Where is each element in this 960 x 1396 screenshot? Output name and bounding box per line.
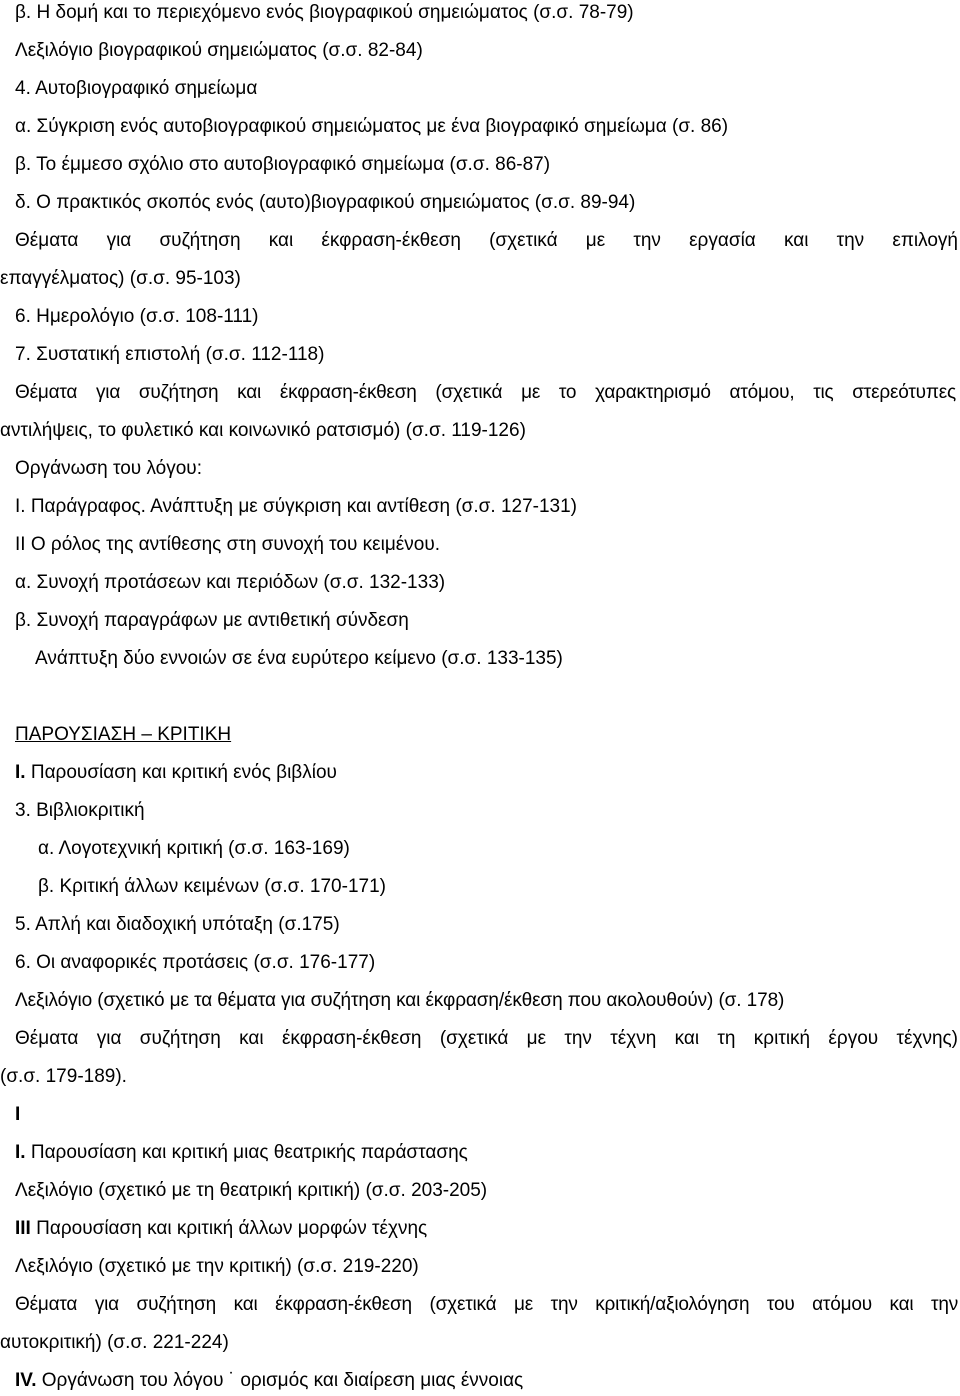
line-15: ΙΙ Ο ρόλος της αντίθεσης στη συνοχή του κειμένου. bbox=[15, 534, 440, 555]
line-16: α. Συνοχή προτάσεων και περιόδων (σ.σ. 132-133) bbox=[15, 572, 446, 593]
line-11: Θέματα για συζήτηση και έκφραση-έκθεση (σχετικά με το χαρακτηρισμό ατόμου, τις στερεότυπες bbox=[15, 382, 956, 403]
section-heading: ΠΑΡΟΥΣΙΑΣΗ – ΚΡΙΤΙΚΗ bbox=[15, 724, 232, 745]
line-36 bbox=[15, 1370, 523, 1392]
line-1: β. Η δομή και το περιεχόμενο ενός βιογραφικού σημειώματος (σ.σ. 78-79) bbox=[15, 2, 634, 23]
line-32 bbox=[15, 1218, 427, 1240]
line-25: 6. Οι αναφορικές προτάσεις (σ.σ. 176-177) bbox=[15, 952, 376, 973]
line-23: β. Κριτική άλλων κειμένων (σ.σ. 170-171) bbox=[38, 876, 386, 897]
line-30-text: Παρουσίαση και κριτική μιας θεατρικής παράστασης bbox=[25, 1142, 468, 1163]
line-21: 3. Βιβλιοκριτική bbox=[15, 800, 145, 821]
line-30-numeral: Ι. bbox=[15, 1142, 26, 1163]
line-3: 4. Αυτοβιογραφικό σημείωμα bbox=[15, 78, 258, 99]
line-34: Θέματα για συζήτηση και έκφραση-έκθεση (σχετικά με την κριτική/αξιολόγηση του ατόμου και την bbox=[15, 1294, 958, 1315]
line-36-text: Οργάνωση του λόγου ˙ ορισμός και διαίρεση μιας έννοιας bbox=[36, 1370, 524, 1391]
line-8: επαγγέλματος) (σ.σ. 95-103) bbox=[0, 268, 241, 289]
line-33: Λεξιλόγιο (σχετικό με την κριτική) (σ.σ. 219-220) bbox=[15, 1256, 419, 1277]
line-30 bbox=[15, 1142, 468, 1164]
line-2: Λεξιλόγιο βιογραφικού σημειώματος (σ.σ. 82-84) bbox=[15, 40, 423, 61]
line-35: αυτοκριτική) (σ.σ. 221-224) bbox=[0, 1332, 229, 1353]
line-20-numeral: Ι. bbox=[15, 762, 26, 783]
line-28: (σ.σ. 179-189). bbox=[0, 1066, 127, 1087]
line-36-numeral: ΙV. bbox=[15, 1370, 37, 1391]
line-10: 7. Συστατική επιστολή (σ.σ. 112-118) bbox=[15, 344, 325, 365]
line-26: Λεξιλόγιο (σχετικό με τα θέματα για συζήτηση και έκφραση/έκθεση που ακολουθούν) (σ. 178) bbox=[15, 990, 785, 1011]
line-7: Θέματα για συζήτηση και έκφραση-έκθεση (σχετικά με την εργασία και την επιλογή bbox=[15, 230, 958, 251]
line-31: Λεξιλόγιο (σχετικό με τη θεατρική κριτική) (σ.σ. 203-205) bbox=[15, 1180, 488, 1201]
line-18: Ανάπτυξη δύο εννοιών σε ένα ευρύτερο κείμενο (σ.σ. 133-135) bbox=[35, 648, 563, 669]
line-20 bbox=[15, 762, 337, 784]
line-27: Θέματα για συζήτηση και έκφραση-έκθεση (σχετικά με την τέχνη και τη κριτική έργου τέχνης) bbox=[15, 1028, 958, 1049]
line-5: β. Το έμμεσο σχόλιο στο αυτοβιογραφικό σημείωμα (σ.σ. 86-87) bbox=[15, 154, 551, 175]
line-32-text: Παρουσίαση και κριτική άλλων μορφών τέχνης bbox=[30, 1218, 428, 1239]
line-4: α. Σύγκριση ενός αυτοβιογραφικού σημειώματος με ένα βιογραφικό σημείωμα (σ. 86) bbox=[15, 116, 729, 137]
line-20-text: Παρουσίαση και κριτική ενός βιβλίου bbox=[25, 762, 337, 783]
line-14: Ι. Παράγραφος. Ανάπτυξη με σύγκριση και αντίθεση (σ.σ. 127-131) bbox=[15, 496, 578, 517]
line-6: δ. Ο πρακτικός σκοπός ενός (αυτο)βιογραφικού σημειώματος (σ.σ. 89-94) bbox=[15, 192, 636, 213]
line-12: αντιλήψεις, το φυλετικό και κοινωνικό ρατσισμό) (σ.σ. 119-126) bbox=[0, 420, 526, 441]
line-17: β. Συνοχή παραγράφων με αντιθετική σύνδεση bbox=[15, 610, 409, 631]
line-22: α. Λογοτεχνική κριτική (σ.σ. 163-169) bbox=[38, 838, 350, 859]
line-13: Οργάνωση του λόγου: bbox=[15, 458, 202, 479]
line-9: 6. Ημερολόγιο (σ.σ. 108-111) bbox=[15, 306, 259, 327]
line-24: 5. Απλή και διαδοχική υπόταξη (σ.175) bbox=[15, 914, 340, 935]
line-32-numeral: ΙΙΙ bbox=[15, 1218, 31, 1239]
line-29: Ι bbox=[15, 1104, 21, 1125]
